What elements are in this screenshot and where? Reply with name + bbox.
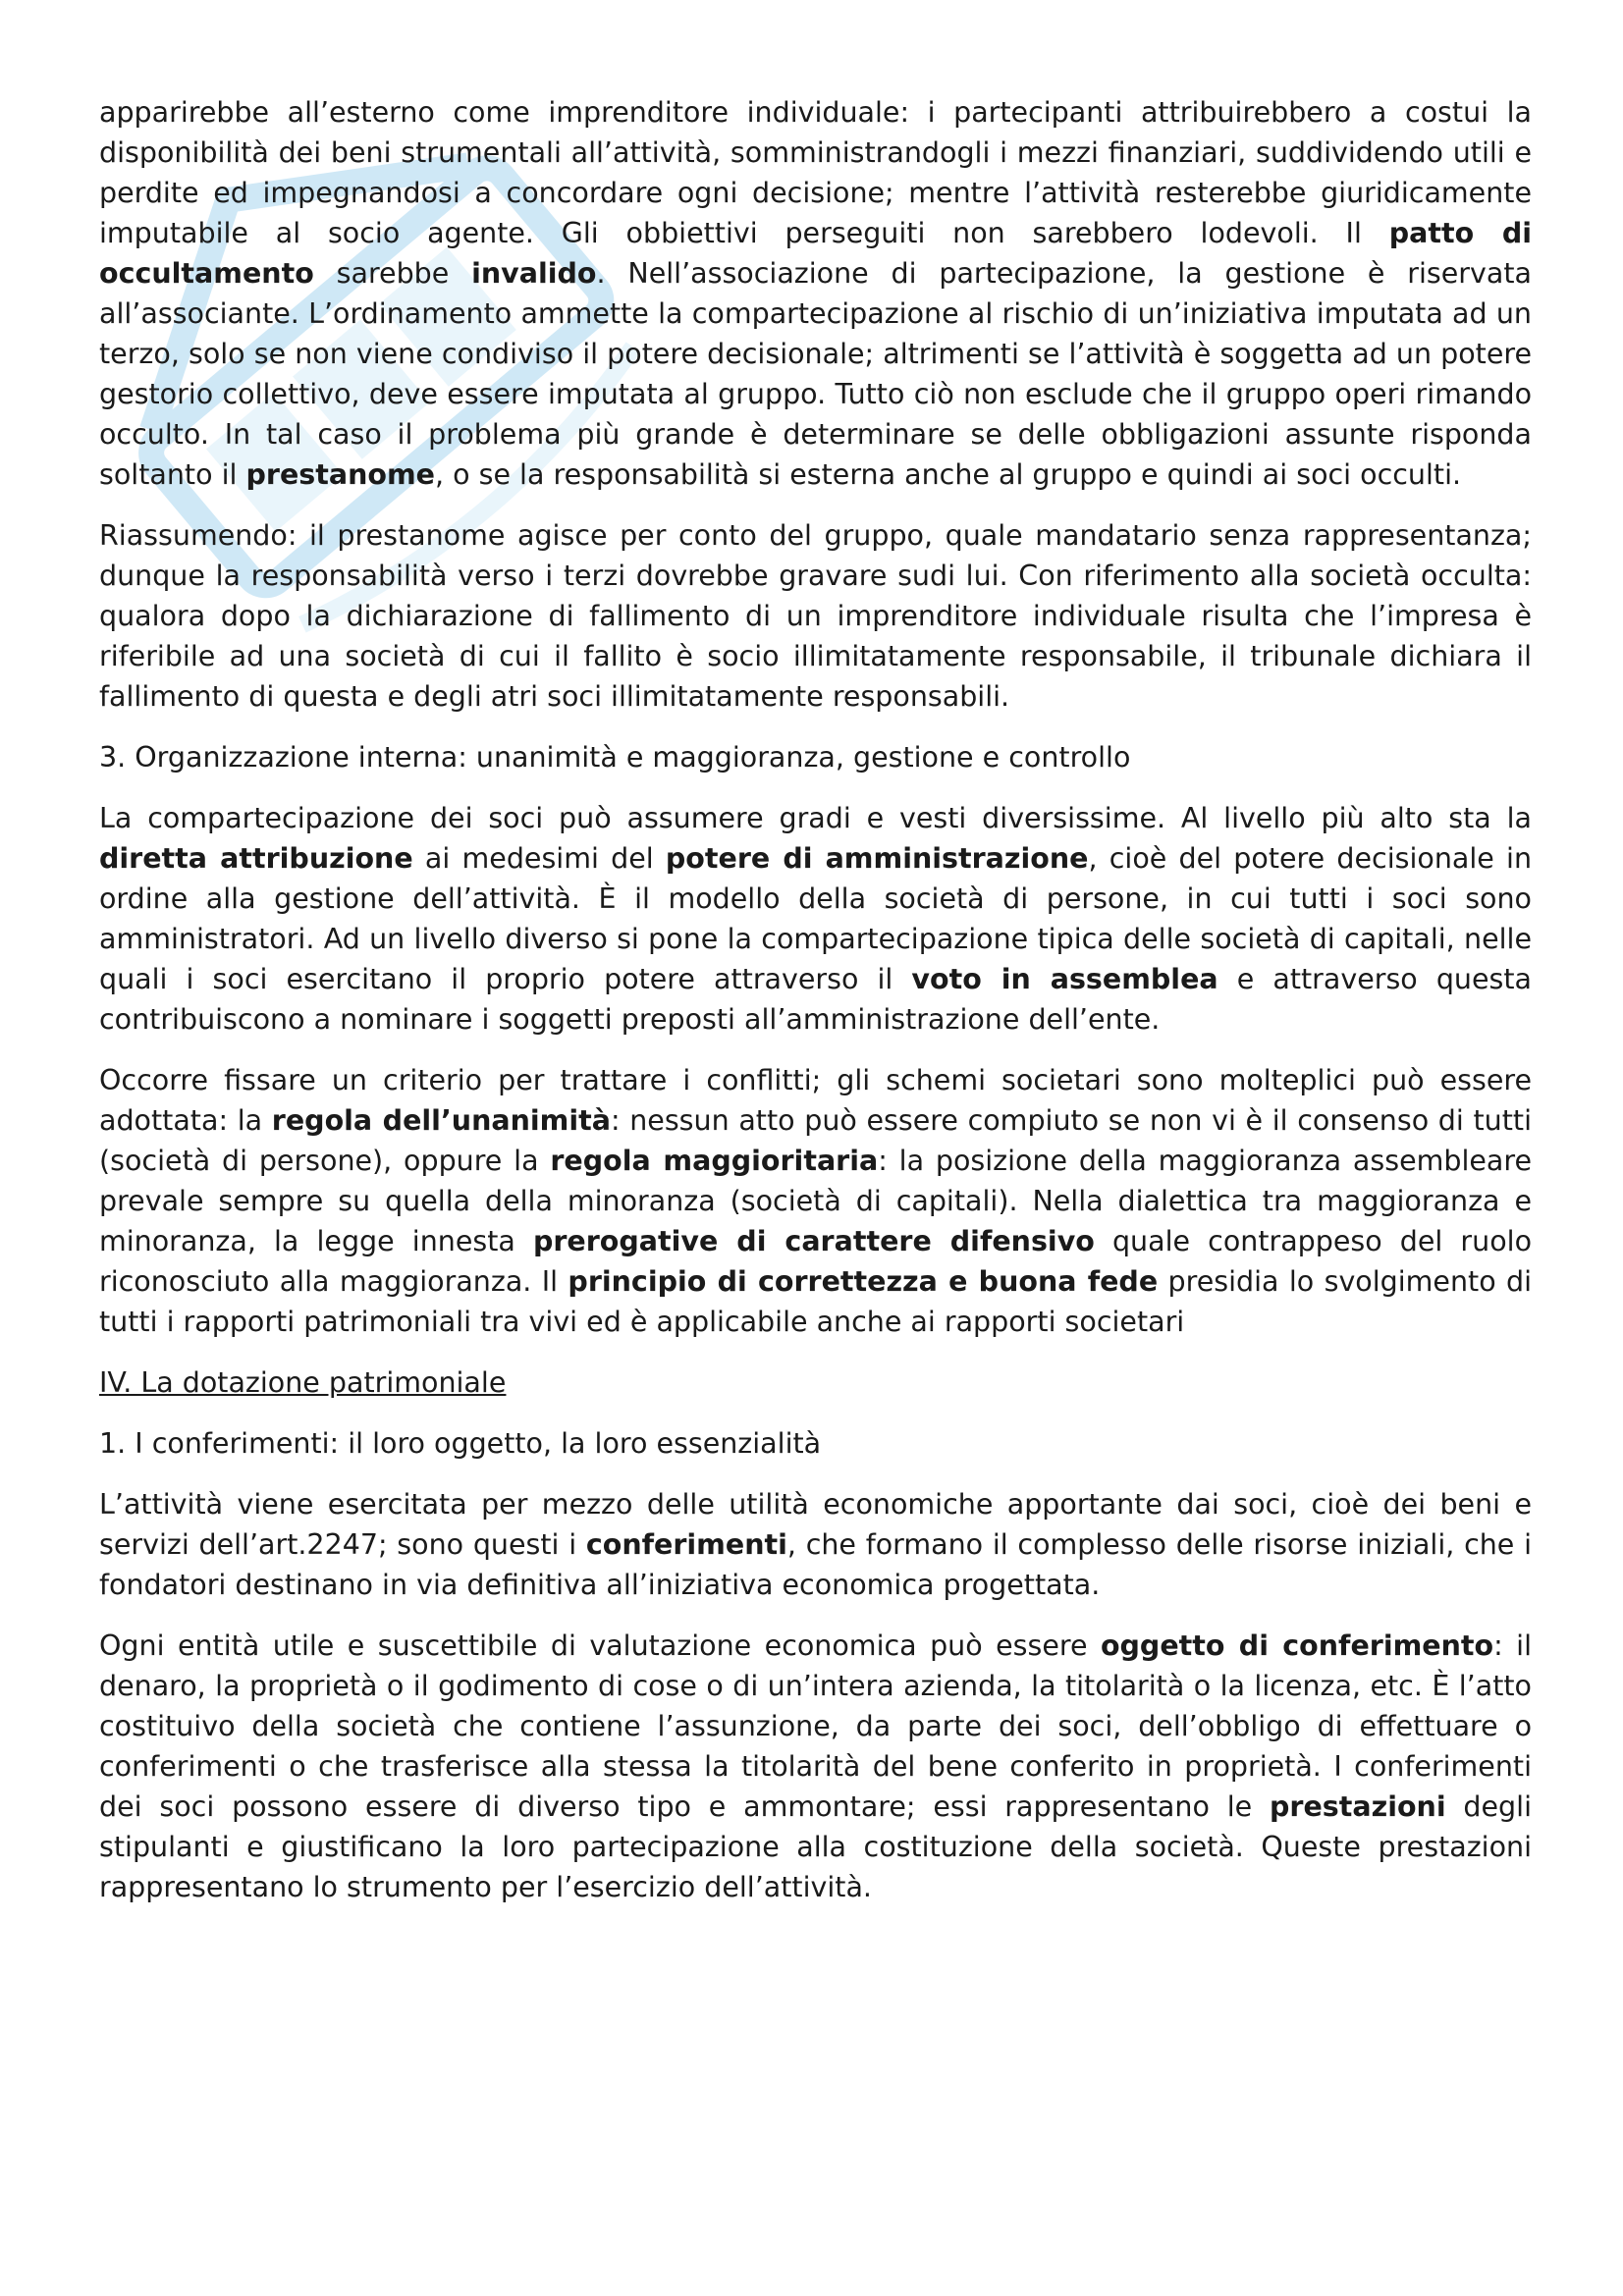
bold-term: oggetto di conferimento [1100, 1629, 1494, 1662]
bold-term: prestazioni [1270, 1790, 1446, 1823]
bold-term: regola dell’unanimità [271, 1104, 611, 1137]
text-run: Riassumendo: il prestanome agisce per conto del gruppo, quale mandatario senza rappresentanza; dunque la responsabilità verso i terzi dovrebbe gravare sudi lui. Con riferimento alla società occulta: qualora dopo la dichiarazione di fallimento di un imprenditore individuale risulta che l’impresa è riferibile ad una società di cui il fallito è socio illimitatamente responsabile, il tribunale dichiara il fallimento di questa e degli atri soci illimitatamente responsabili. [99, 519, 1532, 713]
text-run: apparirebbe all’esterno come imprenditore individuale: i partecipanti attribuirebbero a costui la disponibilità dei beni strumentali all’attività, somministrandogli i mezzi finanziari, suddividendo utili e perdite ed impegnandosi a concordare ogni decisione; mentre l’attività resterebbe giuridicamente imputabile al socio agente. Gli obbiettivi perseguiti non sarebbero lodevoli. Il [99, 96, 1532, 249]
text-run: sarebbe [313, 257, 472, 290]
section-heading [99, 737, 1532, 777]
paragraph [99, 1060, 1532, 1342]
text-run: , cioè del potere decisionale in ordine alla gestione dell’attività. È il modello della società di persone, in cui tutti i soci sono amministratori. Ad un livello diverso si pone la compartecipazione tipica delle società di capitali, nelle quali i soci esercitano il proprio potere attraverso il [99, 842, 1533, 995]
text-run: L’attività viene esercitata per mezzo delle utilità economiche apportante dai soci, cioè dei beni e servizi dell’art.2247; sono questi i [99, 1488, 1532, 1561]
text-run: : il denaro, la proprietà o il godimento di cose o di un’intera azienda, la titolarità o la licenza, etc. È l’atto costituivo della società che contiene l’assunzione, da parte dei soci, dell’obbligo di effettuare o conferimenti o che trasferisce alla stessa la titolarità del bene conferito in proprietà. I conferimenti dei soci possono essere di diverso tipo e ammontare; essi rappresentano le [99, 1629, 1533, 1823]
document-body [99, 92, 1532, 1928]
text-run: , o se la responsabilità si esterna anche al gruppo e quindi ai soci occulti. [435, 458, 1462, 491]
text-run: 1. I conferimenti: il loro oggetto, la loro essenzialità [99, 1427, 822, 1460]
text-run: : nessun atto può essere compiuto se non vi è il consenso di tutti (società di persone), oppure la [99, 1104, 1532, 1177]
paragraph [99, 1484, 1532, 1605]
text-run: Occorre fissare un criterio per trattare i conflitti; gli schemi societari sono molteplici può essere adottata: la [99, 1064, 1532, 1137]
text-run: Ogni entità utile e suscettibile di valutazione economica può essere [99, 1629, 1101, 1662]
text-run: e attraverso questa contribuiscono a nominare i soggetti preposti all’amministrazione dell’ente. [99, 963, 1533, 1036]
bold-term: potere di amministrazione [665, 842, 1089, 875]
bold-term: regola maggioritaria [550, 1145, 879, 1177]
text-run: La compartecipazione dei soci può assumere gradi e vesti diversissime. Al livello più alto sta la [99, 802, 1532, 834]
text-run: ai medesimi del [412, 842, 666, 875]
text-run: , che formano il complesso delle risorse iniziali, che i fondatori destinano in via definitiva all’iniziativa economica progettata. [99, 1528, 1532, 1601]
bold-term: invalido [471, 257, 597, 290]
bold-term: principio di correttezza e buona fede [568, 1265, 1159, 1298]
text-run: . Nell’associazione di partecipazione, la gestione è riservata all’associante. L’ordinamento ammette la compartecipazione al rischio di un’iniziativa imputata ad un terzo, solo se non viene condiviso il potere decisionale; altrimenti se l’attività è soggetta ad un potere gestorio collettivo, deve essere imputata al gruppo. Tutto ciò non esclude che il gruppo operi rimando occulto. In tal caso il problema più grande è determinare se delle obbligazioni assunte risponda soltanto il [99, 257, 1532, 491]
paragraph [99, 798, 1532, 1040]
section-heading-underlined [99, 1366, 506, 1399]
text-run: presidia lo svolgimento di tutti i rapporti patrimoniali tra vivi ed è applicabile anche ai rapporti societari [99, 1265, 1533, 1338]
paragraph [99, 92, 1532, 495]
text-run: 3. Organizzazione interna: unanimità e maggioranza, gestione e controllo [99, 741, 1131, 774]
bold-term: voto in assemblea [911, 963, 1218, 995]
text-run: : la posizione della maggioranza assembleare prevale sempre su quella della minoranza (società di capitali). Nella dialettica tra maggioranza e minoranza, la legge innesta [99, 1145, 1532, 1257]
text-run: quale contrappeso del ruolo riconosciuto alla maggioranza. Il [99, 1225, 1533, 1298]
bold-term: diretta attribuzione [99, 842, 413, 875]
text-run: IV. La dotazione patrimoniale [99, 1366, 507, 1399]
text-run: degli stipulanti e giustificano la loro partecipazione alla costituzione della società. Queste prestazioni rappresentano lo strumento per l’esercizio dell’attività. [99, 1790, 1532, 1903]
bold-term: prerogative di carattere difensivo [532, 1225, 1095, 1257]
section-heading [99, 1362, 1532, 1403]
bold-term: conferimenti [585, 1528, 787, 1561]
bold-term: patto di occultamento [99, 217, 1532, 290]
section-heading [99, 1423, 1532, 1464]
bold-term: prestanome [245, 458, 435, 491]
paragraph [99, 515, 1532, 717]
paragraph [99, 1626, 1532, 1907]
